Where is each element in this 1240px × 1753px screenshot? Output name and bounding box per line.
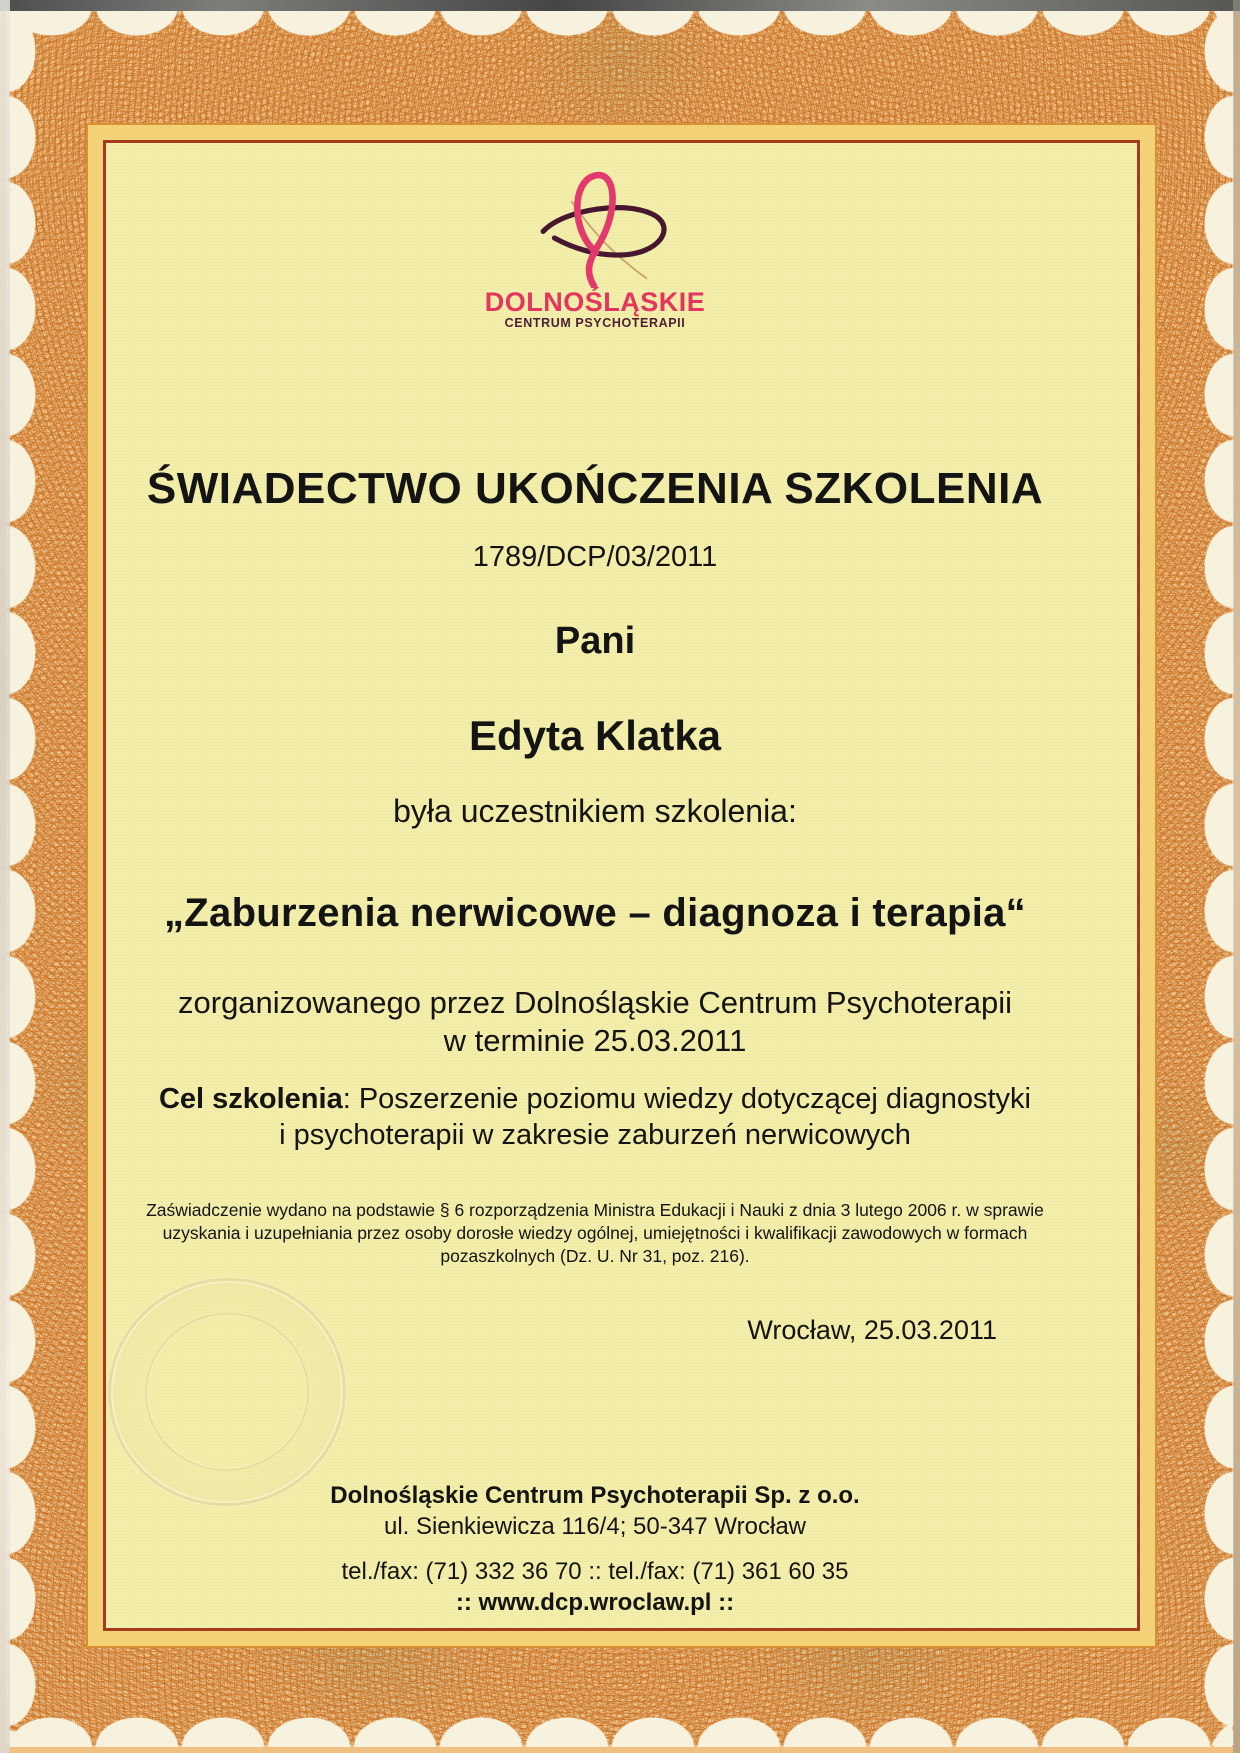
certificate-number: 1789/DCP/03/2011 [472, 541, 718, 573]
place-and-date: Wrocław, 25.03.2011 [747, 1315, 997, 1345]
logo-subtitle: CENTRUM PSYCHOTERAPII [504, 316, 686, 331]
participation-line: była uczestnikiem szkolenia: [393, 793, 797, 829]
border-scallops-bottom [8, 1713, 1232, 1747]
logo-name: DOLNOŚLĄSKIE [484, 287, 706, 317]
border-scallops-left [6, 8, 40, 1745]
footer-website: :: www.dcp.wroclaw.pl :: [455, 1589, 735, 1616]
organizer-line-1: zorganizowanego przez Dolnośląskie Centrum Psychoterapii [178, 985, 1012, 1020]
footer-phones: tel./fax: (71) 332 36 70 :: tel./fax: (71) 361 60 35 [341, 1558, 849, 1585]
logo-ribbon-icon [510, 156, 680, 288]
goal-text-1: : Poszerzenie poziomu wiedzy dotyczącej diagnostyki [342, 1083, 1032, 1115]
scanner-edge-top [0, 0, 1240, 11]
border-scallops-top [8, 6, 1232, 40]
recipient-name: Edyta Klatka [468, 712, 722, 759]
footer-address: ul. Sienkiewicza 116/4; 50-347 Wrocław [384, 1513, 806, 1540]
legal-note-line-2: uzyskania i uzupełniania przez osoby dorosłe wiedzy ogólnej, umiejętności i kwalifikacji zawodowych w formach [162, 1223, 1028, 1243]
footer-company: Dolnośląskie Centrum Psychoterapii Sp. z o.o. [330, 1482, 860, 1509]
legal-note [70, 1199, 1120, 1268]
goal-label: Cel szkolenia [158, 1083, 343, 1115]
goal-line-1 [70, 1083, 1120, 1116]
border-scallops-right [1200, 8, 1234, 1745]
scanner-edge-right [1233, 0, 1240, 1753]
logo [70, 156, 1120, 331]
organizer-line-2: w terminie 25.03.2011 [443, 1023, 747, 1058]
legal-note-line-1: Zaświadczenie wydano na podstawie § 6 rozporządzenia Ministra Edukacji i Nauki z dnia 3 lutego 2006 r. w sprawie [146, 1200, 1044, 1220]
goal-line-2: i psychoterapii w zakresie zaburzeń nerwicowych [279, 1119, 911, 1151]
certificate-title: ŚWIADECTWO UKOŃCZENIA SZKOLENIA [146, 464, 1044, 513]
legal-note-line-3: pozaszkolnych (Dz. U. Nr 31, poz. 216). [440, 1246, 750, 1266]
salutation: Pani [554, 620, 636, 662]
course-title: „Zaburzenia nerwicowe – diagnoza i terapia“ [163, 891, 1026, 935]
scanner-edge-left [0, 0, 10, 1753]
